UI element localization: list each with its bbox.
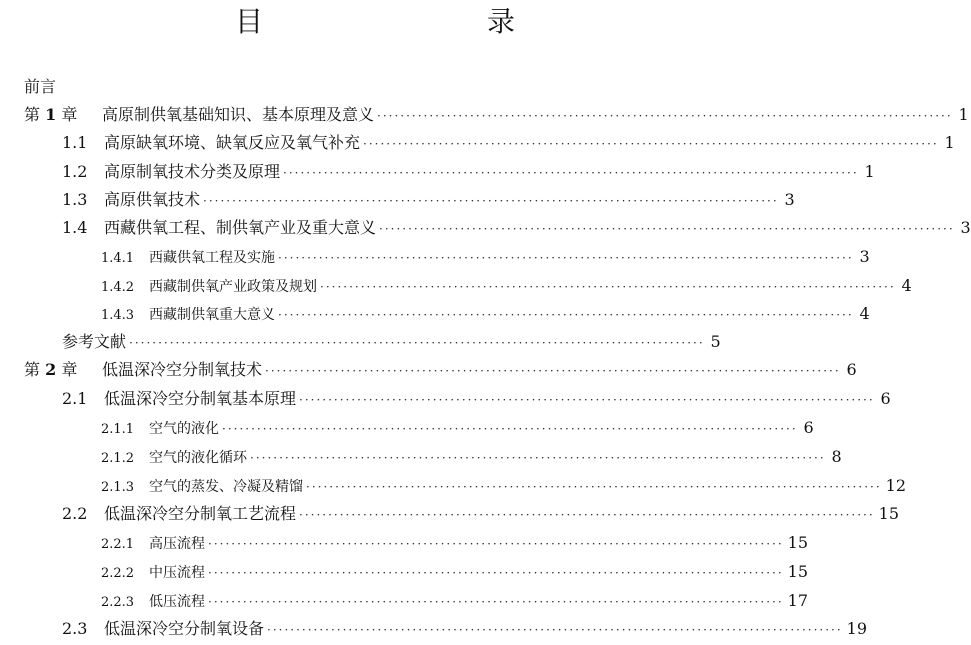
toc-page-number: 3 (960, 218, 971, 237)
toc-chapter-number: 第 1 章 (24, 105, 78, 124)
toc-entry-label: 高原制供氧基础知识、基本原理及意义 (102, 105, 375, 124)
toc-page-number: 6 (803, 418, 814, 437)
page-title: 目 录 (234, 5, 571, 38)
dot-leader: ··································································································· (377, 109, 953, 123)
toc-subsection-number: 2.2.1 (101, 537, 135, 552)
toc-section-2-3[interactable] (62, 616, 868, 642)
toc-page-number: 4 (859, 304, 870, 323)
toc-references-1[interactable] (62, 329, 721, 355)
dot-leader: ··································································································· (278, 251, 854, 265)
toc-subsection-number: 2.1.2 (101, 451, 135, 466)
toc-page-number: 4 (901, 276, 912, 295)
dot-leader: ··································································································· (208, 566, 784, 580)
toc-page-number: 3 (859, 247, 870, 266)
toc-section-2-1[interactable] (62, 386, 891, 412)
toc-subsection-number: 2.1.1 (101, 422, 135, 437)
toc-subsection-number: 2.2.2 (101, 566, 135, 581)
toc-page-number: 1 (944, 133, 955, 152)
toc-preface-label: 前言 (24, 77, 57, 96)
toc-page-number: 1 (864, 162, 875, 181)
toc-section-number: 2.1 (62, 389, 88, 408)
toc-entry-label: 空气的液化 (149, 421, 219, 437)
toc-entry-label: 中压流程 (149, 565, 205, 581)
toc-subsection-number: 1.4.2 (101, 280, 135, 295)
toc-entry-label: 低温深冷空分制氧设备 (104, 619, 265, 638)
toc-entry-label: 西藏制供氧产业政策及规划 (149, 279, 317, 295)
toc-subsection-1-4-1[interactable] (101, 244, 870, 270)
toc-subsection-number: 1.4.1 (101, 251, 135, 266)
toc-section-number: 1.1 (62, 133, 88, 152)
toc-entry-label: 高原供氧技术 (104, 190, 201, 209)
toc-entry-label: 高原缺氧环境、缺氧反应及氧气补充 (104, 133, 361, 152)
toc-chapter-1[interactable] (24, 102, 969, 128)
toc-subsection-number: 2.1.3 (101, 480, 135, 495)
toc-section-1-3[interactable] (62, 187, 795, 213)
toc-entry-label: 高原制氧技术分类及原理 (104, 162, 281, 181)
toc-entry-label: 空气的液化循环 (149, 450, 247, 466)
toc-chapter-number: 第 2 章 (24, 360, 78, 379)
toc-entry-label: 西藏供氧工程、制供氧产业及重大意义 (104, 218, 377, 237)
dot-leader: ··································································································· (208, 537, 784, 551)
toc-subsection-2-2-3[interactable] (101, 588, 808, 614)
toc-chapter-2[interactable] (24, 357, 857, 383)
toc-page-number: 8 (831, 447, 842, 466)
toc-preface[interactable] (24, 74, 56, 100)
toc-entry-label: 低压流程 (149, 594, 205, 610)
toc-entry-label: 高压流程 (149, 536, 205, 552)
toc-page-number: 5 (710, 332, 721, 351)
toc-section-1-1[interactable] (62, 130, 955, 156)
dot-leader: ··································································································· (265, 364, 841, 378)
toc-section-1-2[interactable] (62, 159, 875, 185)
toc-entry-label: 西藏制供氧重大意义 (149, 307, 275, 323)
dot-leader: ··································································································· (379, 222, 955, 236)
toc-subsection-2-2-1[interactable] (101, 530, 808, 556)
toc-subsection-2-1-2[interactable] (101, 444, 842, 470)
toc-entry-label: 低温深冷空分制氧工艺流程 (104, 504, 297, 523)
toc-subsection-2-1-1[interactable] (101, 415, 814, 441)
dot-leader: ··································································································· (129, 336, 705, 350)
toc-entry-label: 低温深冷空分制氧基本原理 (104, 389, 297, 408)
toc-page-number: 15 (787, 562, 808, 581)
dot-leader: ··································································································· (203, 194, 779, 208)
toc-page-number: 19 (846, 619, 868, 638)
toc-section-number: 2.2 (62, 504, 88, 523)
toc-section-number: 1.2 (62, 162, 88, 181)
dot-leader: ··································································································· (320, 280, 896, 294)
dot-leader: ··································································································· (208, 595, 784, 609)
dot-leader: ··································································································· (306, 480, 882, 494)
toc-page-number: 6 (846, 360, 857, 379)
toc-page-number: 1 (958, 105, 969, 124)
toc-section-2-2[interactable] (62, 501, 900, 527)
toc-page-number: 3 (784, 190, 795, 209)
toc-section-1-4[interactable] (62, 215, 971, 241)
toc-page-number: 15 (878, 504, 900, 523)
toc-subsection-number: 2.2.3 (101, 595, 135, 610)
dot-leader: ··································································································· (278, 308, 854, 322)
toc-subsection-1-4-3[interactable] (101, 301, 870, 327)
dot-leader: ··································································································· (250, 451, 826, 465)
dot-leader: ··································································································· (299, 393, 875, 407)
toc-subsection-1-4-2[interactable] (101, 273, 912, 299)
toc-section-number: 2.3 (62, 619, 88, 638)
toc-subsection-2-2-2[interactable] (101, 559, 808, 585)
dot-leader: ··································································································· (222, 422, 798, 436)
dot-leader: ··································································································· (283, 166, 859, 180)
toc-page-number: 6 (880, 389, 891, 408)
toc-section-number: 1.4 (62, 218, 88, 237)
dot-leader: ··································································································· (299, 508, 875, 522)
toc-entry-label: 低温深冷空分制氧技术 (102, 360, 263, 379)
toc-page-number: 17 (787, 591, 808, 610)
toc-subsection-2-1-3[interactable] (101, 473, 906, 499)
toc-section-number: 1.3 (62, 190, 88, 209)
toc-entry-label: 空气的蒸发、冷凝及精馏 (149, 479, 303, 495)
dot-leader: ··································································································· (267, 623, 843, 637)
dot-leader: ··································································································· (363, 137, 939, 151)
toc-subsection-number: 1.4.3 (101, 308, 135, 323)
toc-page-number: 15 (787, 533, 808, 552)
toc-page-number: 12 (885, 476, 906, 495)
toc-entry-label: 西藏供氧工程及实施 (149, 250, 275, 266)
toc-entry-label: 参考文献 (62, 332, 127, 351)
